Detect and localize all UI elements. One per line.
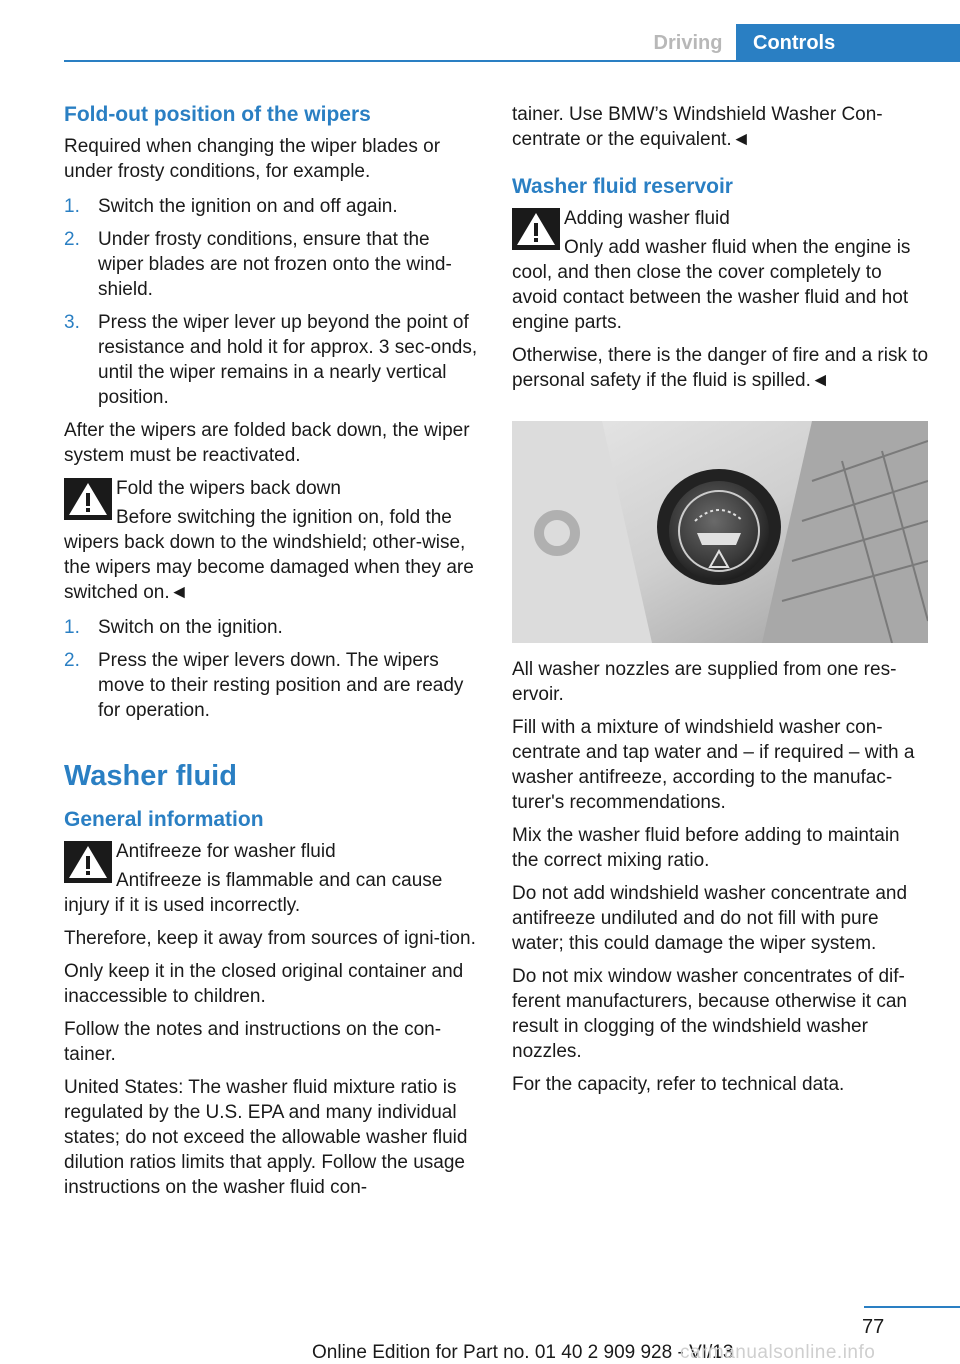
warning-icon: [64, 478, 112, 520]
footer-rule: [864, 1306, 960, 1308]
paragraph: Follow the notes and instructions on the con-tainer.: [64, 1019, 442, 1065]
paragraph: Required when changing the wiper blades or under frosty conditions, for example.: [64, 136, 441, 182]
paragraph: tainer. Use BMW’s Windshield Washer Con-centrate or the equivalent.◄: [512, 104, 883, 150]
paragraph: Only keep it in the closed original container and inaccessible to children.: [64, 961, 464, 1007]
heading-washer-fluid: Washer fluid: [64, 760, 237, 792]
list-item: [64, 227, 478, 302]
paragraph: Do not mix window washer concentrates of dif-ferent manufacturers, because otherwise it can result in clogging of the windshield washer nozzles.: [512, 966, 907, 1062]
list-text: Press the wiper lever up beyond the point of resistance and hold it for approx. 3 sec-onds, until the wiper remains in a nearly vertical position.: [98, 312, 478, 408]
watermark: carmanualsonline.info: [680, 1342, 876, 1363]
heading-general-information: General information: [64, 808, 264, 831]
paragraph: After the wipers are folded back down, the wiper system must be reactivated.: [64, 420, 470, 466]
list-number: 1.: [64, 196, 80, 217]
list-text: Switch the ignition on and off again.: [98, 196, 398, 217]
warning-icon: [64, 841, 112, 883]
paragraph: For the capacity, refer to technical data.: [512, 1074, 845, 1095]
list-item: [64, 615, 478, 640]
paragraph: Fill with a mixture of windshield washer con-centrate and tap water and – if required – with a washer antifreeze, according to the manufac-turer's recommendations.: [512, 717, 915, 813]
page-number: 77: [862, 1316, 885, 1338]
list-text: Under frosty conditions, ensure that the wiper blades are not frozen onto the wind-shield.: [98, 229, 452, 300]
edition-text: Online Edition for Part no. 01 40 2 909 928 - VI/13: [312, 1342, 734, 1363]
list-number: 3.: [64, 312, 80, 333]
washer-reservoir-cap-photo: [512, 421, 928, 643]
paragraph: Do not add windshield washer concentrate and antifreeze undiluted and do not fill with pure water; this could damage the wiper system.: [512, 883, 908, 954]
list-number: 1.: [64, 617, 80, 638]
paragraph: Otherwise, there is the danger of fire and a risk to personal safety if the fluid is spilled.◄: [512, 345, 929, 391]
warning-title: Adding washer fluid: [564, 208, 730, 229]
warning-title: Antifreeze for washer fluid: [116, 841, 336, 862]
list-item: [64, 648, 478, 723]
warning-text: Only add washer fluid when the engine is cool, and then close the cover completely to avoid contact between the washer fluid and hot engine parts.: [512, 237, 911, 333]
list-number: 2.: [64, 650, 80, 671]
heading-foldout: Fold-out position of the wipers: [64, 103, 371, 126]
right-column: [512, 102, 930, 1105]
warning-icon: [512, 208, 560, 250]
warning-block: [64, 839, 478, 918]
paragraph: Mix the washer fluid before adding to maintain the correct mixing ratio.: [512, 825, 900, 871]
steps-list-1: [64, 194, 478, 410]
tab-driving[interactable]: Driving: [653, 32, 723, 54]
warning-text: Before switching the ignition on, fold the wipers back down to the windshield; other-wise, the wipers may become damaged when they are switched on.◄: [64, 507, 474, 603]
warning-block: [64, 476, 478, 605]
list-text: Switch on the ignition.: [98, 617, 283, 638]
warning-block: [512, 206, 930, 335]
tab-controls[interactable]: Controls: [736, 24, 960, 62]
paragraph: All washer nozzles are supplied from one res-ervoir.: [512, 659, 897, 705]
header-rule: [64, 60, 960, 62]
list-item: [64, 310, 478, 410]
heading-washer-fluid-reservoir: Washer fluid reservoir: [512, 175, 733, 198]
list-item: [64, 194, 478, 219]
steps-list-2: [64, 615, 478, 723]
paragraph: Therefore, keep it away from sources of igni-tion.: [64, 928, 476, 949]
warning-title: Fold the wipers back down: [116, 478, 341, 499]
left-column: [64, 102, 478, 1208]
warning-text: Antifreeze is flammable and can cause injury if it is used incorrectly.: [64, 870, 443, 916]
paragraph: United States: The washer fluid mixture ratio is regulated by the U.S. EPA and many individual states; do not exceed the allowable washer fluid dilution ratios limits that apply. Follow the usage instructions on the washer fluid con-: [64, 1077, 468, 1198]
list-text: Press the wiper levers down. The wipers move to their resting position and are ready for operation.: [98, 650, 464, 721]
list-number: 2.: [64, 229, 80, 250]
